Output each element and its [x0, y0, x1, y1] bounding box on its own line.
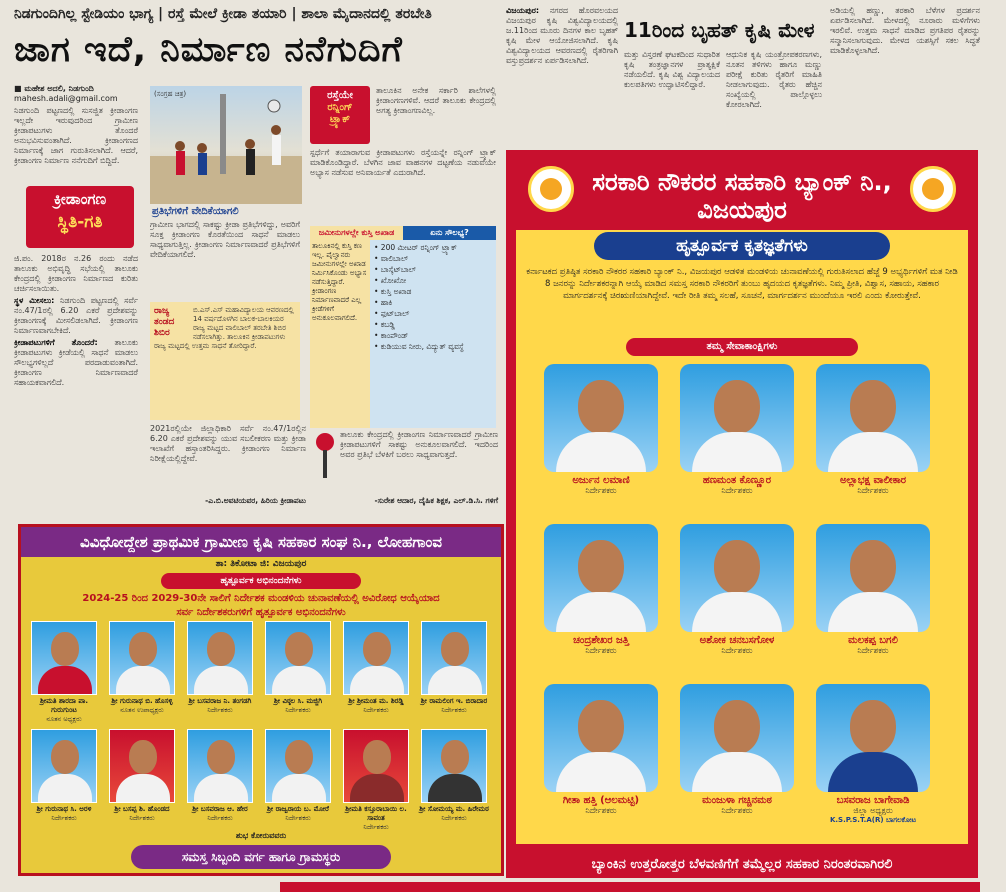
- bottom-strip: [280, 882, 980, 892]
- director-name: ಅಲ್ಲಾಭಕ್ಷ ವಾಲೀಕಾರ: [839, 475, 907, 486]
- list-item: • ವಾಲಿಬಾಲ್: [374, 254, 409, 263]
- member-name: ಶ್ರೀ ಗುರುನಾಥ ಬಿ. ಹೊಸಳ್ಳಿ: [111, 697, 173, 705]
- member-card: [29, 729, 99, 822]
- member-role: ನಿರ್ದೇಶಕರು: [441, 814, 467, 822]
- byline-author: ■ ಮಹೇಶ ಅದಲಿ, ನಿಡಗುಂದಿ: [14, 84, 94, 93]
- director-role: ಜಿಲ್ಲಾ ಅಧ್ಯಕ್ಷರು: [853, 806, 893, 815]
- wrestling-text: ತಾಲೂಕಿನಲ್ಲಿ ಕುಸ್ತಿ ಕಣ ಇಲ್ಲ. ಪೈಲ್ವಾನರು ಜಮೀನುಗಳಲ್ಲೇ ಅಖಾಡ ನಿರ್ಮಿಸಿಕೊಂಡು ಅಭ್ಯಾಸ ನಡೆಸುತ್ತಿದ್ದಾರೆ. ಕ್ರೀಡಾಂಗಣ ನಿರ್ಮಾಣವಾದರೆ ಎಲ್ಲ ಕ್ರೀಡೆಗಳಿಗೆ ಅನುಕೂಲವಾಗಲಿದೆ.: [310, 240, 370, 428]
- list-item: • ಕುಸ್ತಿ ಅಖಾಡ: [374, 287, 412, 296]
- paragraph: [14, 338, 138, 388]
- avatar: [31, 729, 97, 803]
- sub-kicker: ಸ್ಥಳ ಮೀಸಲು:: [14, 296, 55, 305]
- member-name: ಶ್ರೀಮತಿ ಶಾರದಾ ಪಾ. ಗುರುಗುಂಟ: [39, 697, 89, 714]
- director-name: ಅಶೋಕ ಚನಬಸಗೋಳ: [699, 635, 775, 646]
- member-card: [185, 621, 255, 714]
- director-role: ನಿರ್ದೇಶಕರು: [721, 486, 753, 495]
- director-role: ನಿರ್ದೇಶಕರು: [585, 486, 617, 495]
- member-role: ನಿರ್ದೇಶಕರು: [129, 814, 155, 822]
- paragraph: ತಾಲೂಕಿನ ಅನೇಕ ಸರ್ಕಾರಿ ಶಾಲೆಗಳಲ್ಲಿ ಕ್ರೀಡಾಂಗಣಗಳಿವೆ. ಆದರೆ ತಾಲೂಕು ಕೇಂದ್ರದಲ್ಲಿ ಅಗತ್ಯ ಕ್ರೀಡಾಂಗಣವಿಲ್ಲ.: [376, 86, 496, 115]
- bank-subtitle: ಹೃತ್ಪೂರ್ವಕ ಕೃತಜ್ಞತೆಗಳು: [594, 232, 890, 260]
- bank-title-strip: [516, 160, 968, 230]
- badge-line1: ಕ್ರೀಡಾಂಗಣ: [53, 190, 107, 208]
- society-message-line2: ಸರ್ವ ನಿರ್ದೇಶಕರುಗಳಿಗೆ ಹೃತ್ಪೂರ್ವಕ ಅಭಿನಂದನೆಗಳು: [176, 607, 346, 618]
- member-name: ಶ್ರೀ ರಾಜ್ವರಾಯ ಬ. ಮೋರೆ: [267, 805, 329, 813]
- avatar: [544, 364, 658, 472]
- avatar: [109, 621, 175, 695]
- list-item: • ಕುಡಿಯುವ ನೀರು, ವಿದ್ಯುತ್ ವ್ಯವಸ್ಥೆ: [374, 342, 464, 351]
- badge-line3: ಟ್ರ್ಯಾಕ್: [329, 114, 351, 125]
- director-card: [676, 364, 798, 496]
- society-location: ತಾ: ತಿಕೋಟಾ ಜಿ: ವಿಜಯಪುರ: [215, 559, 307, 569]
- article-col1: [14, 106, 138, 186]
- fair-col-a: [506, 6, 618, 144]
- list-item: • ಕಬಡ್ಡಿ: [374, 320, 395, 329]
- society-advertisement: [18, 524, 504, 876]
- paragraph: [14, 296, 138, 336]
- info-box-text: ಬಿ.ಎಸ್.ಎಸ್ ಮಹಾವಿದ್ಯಾಲಯ ಆವರಣದಲ್ಲಿ 14 ವರ್ಷದೊಳಗಿನ ಬಾಲಕ-ಬಾಲಕಿಯರ ರಾಜ್ಯ ಮಟ್ಟದ ವಾಲಿಬಾಲ್ ತರಬೇತಿ ಶಿಬಿರ ನಡೆಸಲಾಗಿತ್ತು. ತಾಲೂಕಿನ ಕ್ರೀಡಾಪಟುಗಳು ರಾಜ್ಯ ಮಟ್ಟದಲ್ಲಿ ಉತ್ತಮ ಸಾಧನೆ ತೋರಿದ್ದಾರೆ.: [154, 306, 294, 350]
- paragraph: ನಿಡಗುಂದಿ ಪಟ್ಟಣದಲ್ಲಿ ಸುಸಜ್ಜಿತ ಕ್ರೀಡಾಂಗಣ ಇಲ್ಲದೇ ಇರುವುದರಿಂದ ಗ್ರಾಮೀಣ ಕ್ರೀಡಾಪಟುಗಳು ತೊಂದರೆ ಅನುಭವಿಸುವಂತಾಗಿದೆ. ಕ್ರೀಡಾಂಗಣದ ನಿರ್ಮಾಣಕ್ಕೆ ಜಾಗ ಗುರುತಿಸಲಾಗಿದೆ. ಆದರೆ, ಕ್ರೀಡಾಂಗಣ ನಿರ್ಮಾಣ ನನೆಗುದಿಗೆ ಬಿದ್ದಿದೆ.: [14, 106, 138, 165]
- avatar: [109, 729, 175, 803]
- paragraph-text: ನಗರದ ಹೊರವಲಯದ ವಿಜಯಪುರ ಕೃಷಿ ವಿಶ್ವವಿದ್ಯಾಲಯದಲ್ಲಿ ಜ.11ರಿಂದ ಮೂರು ದಿನಗಳ ಕಾಲ ಬೃಹತ್ ಕೃಷಿ ಮೇಳ ಆಯೋಜಿಸಲಾಗಿದೆ. ಕೃಷಿ ವಿಶ್ವವಿದ್ಯಾಲಯದ ಆವರಣದಲ್ಲಿ ರೈತರಿಗಾಗಿ ವಸ್ತುಪ್ರದರ್ಶನ ಏರ್ಪಡಿಸಲಾಗಿದೆ.: [506, 6, 618, 65]
- member-role: ನೂತನ ಉಪಾಧ್ಯಕ್ಷರು: [120, 706, 164, 714]
- article-kicker: ನಿಡಗುಂದಿಗಿಲ್ಲ ಸ್ಟೇಡಿಯಂ ಭಾಗ್ಯ | ರಸ್ತೆ ಮೇಲೆ ಕ್ರೀಡಾ ತಯಾರಿ | ಶಾಲಾ ಮೈದಾನದಲ್ಲಿ ತರಬೇತಿ: [14, 6, 432, 22]
- list-item: • ಕಾಂಪೌಂಡ್: [374, 331, 409, 340]
- member-role: ನಿರ್ದೇಶಕರು: [363, 823, 389, 831]
- director-org: K.S.P.S.T.A(R) ಬಾಗಲಕೋಟ: [829, 816, 917, 824]
- dateline: ವಿಜಯಪುರ:: [506, 6, 540, 15]
- member-card: [263, 621, 333, 714]
- list-item: • ಹಾಕಿ: [374, 298, 393, 307]
- fair-col-d: [830, 6, 980, 144]
- member-card: [29, 621, 99, 723]
- member-name: ಶ್ರೀ ಬಸವರಾಜ ನಿ. ತಂಗಡಗಿ: [188, 697, 252, 705]
- avatar: [343, 621, 409, 695]
- director-role: ನಿರ್ದೇಶಕರು: [857, 646, 889, 655]
- director-card: [676, 684, 798, 816]
- paragraph: ಮತ್ತು ವಿಸ್ತರಣೆ ಘಟಕದಿಂದ ಸುಧಾರಿತ ಕೃಷಿ ತಂತ್ರಜ್ಞಾನಗಳ ಪ್ರಾತ್ಯಕ್ಷಿಕೆ ನಡೆಯಲಿದೆ. ಕೃಷಿ ವಿಶ್ವ ವಿದ್ಯಾಲಯದ ಕುಲಪತಿಗಳು ಉದ್ಘಾಟಿಸಲಿದ್ದಾರೆ.: [624, 50, 720, 89]
- paragraph: [506, 6, 618, 66]
- article-headline: ಜಾಗ ಇದೆ, ನಿರ್ಮಾಣ ನನೆಗುದಿಗೆ: [14, 30, 403, 70]
- avatar: [265, 729, 331, 803]
- avatar: [265, 621, 331, 695]
- article-photo: [150, 86, 302, 204]
- byline: [14, 84, 144, 103]
- director-role: ನಿರ್ದೇಶಕರು: [585, 806, 617, 815]
- bank-ad-panel: [516, 160, 968, 844]
- member-card: [107, 621, 177, 714]
- member-name: ಶ್ರೀ ಬಸವರಾಜ ಆ. ಹೇರ: [192, 805, 248, 813]
- paragraph: ಗ್ರಾಮೀಣ ಭಾಗದಲ್ಲಿ ಸಾಕಷ್ಟು ಕ್ರೀಡಾ ಪ್ರತಿಭೆಗಳಿದ್ದು, ಅವರಿಗೆ ಸೂಕ್ತ ಕ್ರೀಡಾಂಗಣ ಕೊರತೆಯಿಂದ ಸಾಧನೆ ಮಾಡಲು ಸಾಧ್ಯವಾಗುತ್ತಿಲ್ಲ. ಕ್ರೀಡಾಂಗಣ ನಿರ್ಮಾಣವಾದರೆ ಪ್ರತಿಭೆಗಳಿಗೆ ವೇದಿಕೆಯಾಗಲಿದೆ.: [150, 220, 300, 259]
- photo-label: (ಸಂಗ್ರಹ ಚಿತ್ರ): [154, 90, 187, 98]
- member-name: ಶ್ರೀ ಬಸಪ್ಪ ಶಿ. ಹೊಂಡದ: [114, 805, 170, 813]
- society-footer-label: ಶುಭ ಕೋರುವವರು: [235, 831, 287, 840]
- photo-caption: ಪ್ರತಿಭೆಗಳಿಗೆ ವೇದಿಕೆಯಾಗಲಿ: [152, 206, 239, 217]
- bank-footer: ಬ್ಯಾಂಕಿನ ಉತ್ತರೋತ್ತರ ಬೆಳವಣಿಗೆಗೆ ತಮ್ಮೆಲ್ಲರ ಸಹಕಾರ ನಿರಂತರವಾಗಿರಲಿ: [591, 857, 893, 872]
- director-card: [812, 684, 934, 825]
- avatar: [680, 684, 794, 792]
- member-name: ಶ್ರೀ ಗುರುನಾಥ ಸಿ. ಅರಳಿ: [36, 805, 92, 813]
- member-role: ನಿರ್ದೇಶಕರು: [51, 814, 77, 822]
- badge-line2: ರನ್ನಿಂಗ್: [327, 102, 353, 113]
- paragraph: ಜಿ.ಪಂ. 2018ರ ನ.26 ರಂದು ನಡೆದ ತಾಲೂಕು ಅಭಿವೃದ್ಧಿ ಸಭೆಯಲ್ಲಿ ತಾಲೂಕು ಕೇಂದ್ರದಲ್ಲಿ ಕ್ರೀಡಾಂಗಣ ನಿರ್ಮಾಣದ ಕುರಿತು ಚರ್ಚಿಸಲಾಯಿತು.: [14, 254, 138, 293]
- avatar: [816, 524, 930, 632]
- director-name: ಮಲಕಪ್ಪ ಬಗಲಿ: [848, 635, 898, 646]
- bank-message: ಕರ್ನಾಟಕದ ಪ್ರತಿಷ್ಠಿತ ಸರಕಾರಿ ನೌಕರರ ಸಹಕಾರಿ ಬ್ಯಾಂಕ್ ನಿ., ವಿಜಯಪುರ ಆಡಳಿತ ಮಂಡಳಿಯ ಚುನಾವಣೆಯಲ್ಲಿ ಗುರುತಿಸಲಾದ ಹೆಜ್ಜೆ 9 ಅಭ್ಯರ್ಥಿಗಳಿಗೆ ಮತ ನೀಡಿ 8 ಜನರನ್ನು ನಿರ್ದೇಶಕರನ್ನಾಗಿ ಆಯ್ಕೆ ಮಾಡಿದ ಸಮಸ್ತ ಸರಕಾರಿ ನೌಕರರಿಗೆ ತುಂಬು ಹೃದಯದ ಕೃತಜ್ಞತೆಗಳು. ನಿಮ್ಮ ಪ್ರೀತಿ, ವಿಶ್ವಾಸ, ಸಹಾಯ, ಸಹಕಾರ ಮಾರ್ಗದರ್ಶನಕ್ಕೆ ಚಿರಋಣಿಯಾಗಿದ್ದೇವೆ. ಇದೇ ರೀತಿ ತಮ್ಮ ಸಲಹೆ, ಸೂಚನೆ, ಮಾರ್ಗದರ್ಶನ ಮುಂದೆಯೂ ಇರಲಿ ಎಂದು ಕೋರುತ್ತೇವೆ.: [526, 267, 958, 301]
- sub-kicker: ಕ್ರೀಡಾಪಟುಗಳಿಗೆ ತೊಂದರೆ:: [14, 338, 98, 347]
- list-item: • ಬಾಸ್ಕೆಟ್‌ಬಾಲ್: [374, 265, 416, 274]
- director-role: ನಿರ್ದೇಶಕರು: [721, 806, 753, 815]
- member-card: [419, 729, 489, 822]
- director-name: ಚಂದ್ರಶೇಖರ ಜತ್ತಿ: [573, 635, 629, 646]
- avatar: [421, 729, 487, 803]
- avatar: [816, 684, 930, 792]
- society-message-line1: 2024-25 ರಿಂದ 2029-30ನೇ ಸಾಲಿಗೆ ನಿರ್ದೇಶಕ ಮಂಡಳಿಯ ಚುನಾವಣೆಯಲ್ಲಿ ಅವಿರೋಧ ಆಯ್ಕೆಯಾದ: [82, 593, 440, 604]
- director-card: [540, 524, 662, 656]
- member-role: ನಿರ್ದೇಶಕರು: [441, 706, 467, 714]
- article-col3a: [310, 148, 496, 226]
- paragraph: ಅಡಿಯಲ್ಲಿ ಹಣ್ಣು, ತರಕಾರಿ ಬೆಳೆಗಳ ಪ್ರದರ್ಶನ ಏರ್ಪಡಿಸಲಾಗಿದೆ. ಮೇಳದಲ್ಲಿ ನೂರಾರು ಮಳಿಗೆಗಳು ಇರಲಿವೆ. ಉತ್ತಮ ಸಾಧನೆ ಮಾಡಿದ ಪ್ರಗತಿಪರ ರೈತರನ್ನು ಸನ್ಮಾನಿಸಲಾಗುವುದು. ಮೇಳದ ಯಶಸ್ಸಿಗೆ ಸಕಲ ಸಿದ್ಧತೆ ಮಾಡಿಕೊಳ್ಳಲಾಗಿದೆ.: [830, 6, 980, 55]
- avatar: [544, 524, 658, 632]
- avatar: [31, 621, 97, 695]
- info-box-title: ರಾಜ್ಯ ತಂಡದ ಶಿಬಿರ: [154, 306, 175, 338]
- director-name: ಮಂಜುಳಾ ಗಚ್ಚಿನಮಠ: [702, 795, 772, 806]
- director-role: ನಿರ್ದೇಶಕರು: [721, 646, 753, 655]
- fair-headline: 11ರಿಂದ ಬೃಹತ್ ಕೃಷಿ ಮೇಳ: [624, 18, 815, 42]
- paragraph: ಸ್ಪರ್ಧೆಗೆ ತಯಾರಾಗುವ ಕ್ರೀಡಾಪಟುಗಳು ರಸ್ತೆಯನ್ನೇ ರನ್ನಿಂಗ್ ಟ್ರ್ಯಾಕ್ ಮಾಡಿಕೊಂಡಿದ್ದಾರೆ. ಬೆಳಗಿನ ಜಾವ ವಾಹನಗಳ ದಟ್ಟಣೆಯ ನಡುವೆಯೇ ಅಭ್ಯಾಸ ನಡೆಸುವ ಅನಿವಾರ್ಯತೆ ಎದುರಾಗಿದೆ.: [310, 148, 496, 177]
- facilities-header: [310, 226, 496, 240]
- quote-attribution: -ಸುರೇಶ ಆದಾರ, ದೈಹಿಕ ಶಿಕ್ಷಕ, ಎಲ್.ಡಿ.ಸಿ. ಗಳಿಗೆ: [374, 496, 498, 505]
- avatar: [680, 364, 794, 472]
- fair-col-c: [726, 50, 822, 144]
- member-role: ನಿರ್ದೇಶಕರು: [285, 706, 311, 714]
- paragraph: ಆಧುನಿಕ ಕೃಷಿ ಯಂತ್ರೋಪಕರಣಗಳು, ನೂತನ ತಳಿಗಳು ಹಾಗೂ ಮಣ್ಣು ಪರೀಕ್ಷೆ ಕುರಿತು ರೈತರಿಗೆ ಮಾಹಿತಿ ನೀಡಲಾಗುವುದು. ರೈತರು ಹೆಚ್ಚಿನ ಸಂಖ್ಯೆಯಲ್ಲಿ ಪಾಲ್ಗೊಳ್ಳಲು ಕೋರಲಾಗಿದೆ.: [726, 50, 822, 109]
- fair-col-b: [624, 50, 720, 144]
- paragraph-text: ನಿಡಗುಂದಿ ಪಟ್ಟಣದಲ್ಲಿ ಸರ್ವೆ ನಂ.47/1ರಲ್ಲಿ 6.20 ಎಕರೆ ಪ್ರದೇಶವನ್ನು ಕ್ರೀಡಾಂಗಣಕ್ಕೆ ಮೀಸಲಿಡಲಾಗಿದೆ. ಕ್ರೀಡಾಂಗಣ ನಿರ್ಮಾಣವಾಗಬೇಕಿದೆ.: [14, 296, 138, 335]
- list-item: • ಫುಟ್‌ಬಾಲ್: [374, 309, 410, 318]
- facilities-heading: ಏನು ಸೌಲಭ್ಯ?: [403, 226, 496, 240]
- director-name: ಗೀತಾ ಹತ್ತಿ (ಆಲಮಟ್ಟಿ): [562, 795, 640, 806]
- federation-logo-icon: [910, 166, 956, 212]
- director-card: [676, 524, 798, 656]
- member-name: ಶ್ರೀ ಶ್ರೀಮಂತ ಮ. ಶಿರಡ್ಡಿ: [348, 697, 404, 705]
- society-greeting: ಹೃತ್ಪೂರ್ವಕ ಅಭಿನಂದನೆಗಳು: [161, 573, 361, 589]
- badge-line2: ಸ್ಥಿತಿ-ಗತಿ: [57, 212, 103, 232]
- avatar: [816, 364, 930, 472]
- facilities-list: [370, 240, 496, 428]
- director-card: [812, 364, 934, 496]
- avatar: [544, 684, 658, 792]
- member-name: ಶ್ರೀ ಸೋಮಯ್ಯ ಮ. ಹಿರೇಮಠ: [419, 805, 489, 813]
- director-card: [540, 364, 662, 496]
- member-card: [341, 621, 411, 714]
- article-col1b: [14, 254, 138, 514]
- avatar: [421, 621, 487, 695]
- paragraph-text: ತಾಲೂಕು ಕ್ರೀಡಾಪಟುಗಳು ಕ್ರೀಡೆಯಲ್ಲಿ ಸಾಧನೆ ಮಾಡಲು ಸೌಲಭ್ಯಗಳಿಲ್ಲದೆ ಪರದಾಡುವಂತಾಗಿದೆ. ಕ್ರೀಡಾಂಗಣ ನಿರ್ಮಾಣವಾದರೆ ಸಹಾಯಕವಾಗಲಿದೆ.: [14, 338, 138, 387]
- member-name: ಶ್ರೀಮತಿ ಕಸ್ತೂರಾಬಾಯಿ ಲ. ಸಾವಂತ: [345, 805, 407, 822]
- society-title: ವಿವಿಧೋದ್ದೇಶ ಪ್ರಾಥಮಿಕ ಗ್ರಾಮೀಣ ಕೃಷಿ ಸಹಕಾರ ಸಂಘ ನಿ., ಲೋಹಗಾಂವ: [21, 527, 501, 557]
- member-name: ಶ್ರೀ ವಿಠ್ಠಲ ಸಿ. ಮಜ್ಜಿಗಿ: [273, 697, 323, 705]
- director-role: ನಿರ್ದೇಶಕರು: [857, 486, 889, 495]
- badge-line1: ರಸ್ತೆಯೇ: [327, 90, 353, 101]
- director-name: ಅರ್ಜುನ ಲಮಾಣಿ: [572, 475, 630, 486]
- facilities-box: [310, 226, 496, 430]
- member-card: [107, 729, 177, 822]
- bank-title: ಸರಕಾರಿ ನೌಕರರ ಸಹಕಾರಿ ಬ್ಯಾಂಕ್ ನಿ., ವಿಜಯಪುರ: [592, 168, 892, 224]
- member-role: ನಿರ್ದೇಶಕರು: [363, 706, 389, 714]
- director-name: ಬಸವರಾಜ ಬಾಗೇವಾಡಿ: [836, 795, 910, 806]
- director-role: ನಿರ್ದೇಶಕರು: [585, 646, 617, 655]
- list-item: • 200 ಮೀಟರ್ ರನ್ನಿಂಗ್ ಟ್ರ್ಯಾಕ್: [374, 243, 457, 252]
- list-item: • ಖೋಖೋ: [374, 276, 407, 285]
- avatar: [187, 621, 253, 695]
- paragraph: ತಾಲೂಕು ಕೇಂದ್ರದಲ್ಲಿ ಕ್ರೀಡಾಂಗಣ ನಿರ್ಮಾಣವಾದರೆ ಗ್ರಾಮೀಣ ಕ್ರೀಡಾಪಟುಗಳಿಗೆ ಸಾಕಷ್ಟು ಅನುಕೂಲವಾಗಲಿದೆ. ಇದರಿಂದ ಅವರ ಪ್ರತಿಭೆ ಬೆಳಕಿಗೆ ಬರಲು ಸಾಧ್ಯವಾಗುತ್ತದೆ.: [340, 430, 498, 459]
- director-card: [812, 524, 934, 656]
- sidebar-badge-road-track: [310, 86, 370, 144]
- paragraph: 2021ರಲ್ಲಿಯೇ ಜಿಲ್ಲಾಧಿಕಾರಿ ಸರ್ವೆ ನಂ.47/1ರಲ್ಲಿನ 6.20 ಎಕರೆ ಪ್ರದೇಶವನ್ನು ಯುವ ಸಬಲೀಕರಣ ಮತ್ತು ಕ್ರೀಡಾ ಇಲಾಖೆಗೆ ಹಸ್ತಾಂತರಿಸಿದ್ದರು. ಕ್ರೀಡಾಂಗಣ ನಿರ್ಮಾಣ ನಿರೀಕ್ಷೆಯಲ್ಲಿದ್ದೇವೆ.: [150, 424, 306, 463]
- member-name: ಶ್ರೀ ರಾಮಲಿಂಗ ಇ. ಬಿರಾದಾರ: [420, 697, 488, 705]
- member-card: [263, 729, 333, 822]
- member-card: [419, 621, 489, 714]
- member-card: [341, 729, 411, 831]
- quote-attribution: -ಎ.ಬಿ.ಅವಟಿಯವರ, ಹಿರಿಯ ಕ್ರೀಡಾಪಟು: [205, 496, 306, 505]
- article-col2: [150, 220, 300, 302]
- byline-email[interactable]: mahesh.adali@gmail.com: [14, 94, 118, 103]
- bank-advertisement: [506, 150, 978, 878]
- avatar: [680, 524, 794, 632]
- member-role: ನಿರ್ದೇಶಕರು: [285, 814, 311, 822]
- microphone-icon: [314, 432, 336, 480]
- director-card: [540, 684, 662, 816]
- member-role: ನಿರ್ದೇಶಕರು: [207, 814, 233, 822]
- avatar: [343, 729, 409, 803]
- photo-illustration: [150, 86, 302, 204]
- society-footer: ಸಮಸ್ತ ಸಿಬ್ಬಂದಿ ವರ್ಗ ಹಾಗೂ ಗ್ರಾಮಸ್ಥರು: [131, 845, 391, 869]
- member-role: ನೂತನ ಅಧ್ಯಕ್ಷರು: [46, 715, 82, 723]
- member-role: ನಿರ್ದೇಶಕರು: [207, 706, 233, 714]
- info-box-state-camp: [150, 302, 300, 420]
- bank-logo-icon: [528, 166, 574, 212]
- member-card: [185, 729, 255, 822]
- status-badge: [26, 186, 134, 248]
- avatar: [187, 729, 253, 803]
- well-wishers-label: ತಮ್ಮ ಸೇವಾಕಾಂಕ್ಷಿಗಳು: [626, 338, 858, 356]
- director-name: ಹಣಮಂತ ಕೊಣ್ಣೂರ: [702, 475, 772, 486]
- wrestling-heading: ಜಮೀನುಗಳಲ್ಲೇ ಕುಸ್ತಿ ಅಖಾಡ: [310, 226, 403, 240]
